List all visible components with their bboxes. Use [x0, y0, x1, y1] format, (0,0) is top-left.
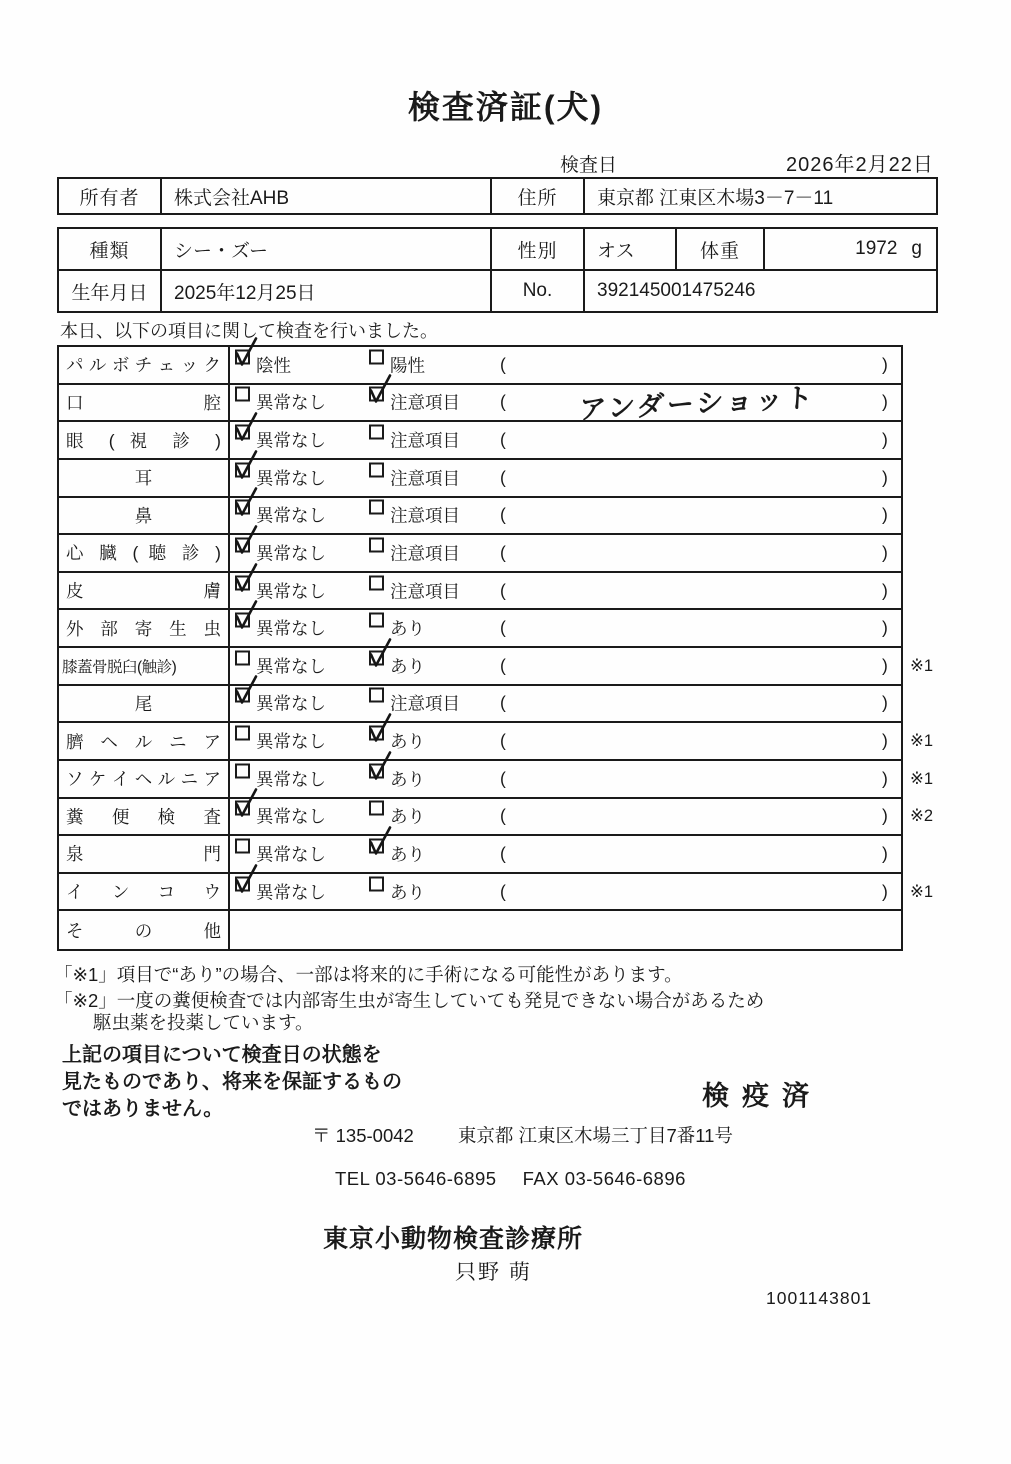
- weight-unit: g: [911, 238, 922, 259]
- option1-label: 異常なし: [256, 392, 326, 413]
- option2-label: 陽性: [390, 355, 425, 376]
- owner-value: 株式会社AHB: [162, 179, 492, 213]
- option1-label: 陰性: [256, 355, 291, 376]
- footnote-ref: ※1: [910, 732, 934, 751]
- checklist-row-patella: [59, 648, 934, 686]
- checklist-table: [57, 345, 934, 951]
- option2-label: 注意項目: [390, 468, 460, 489]
- option2-label: あり: [390, 844, 425, 865]
- option1-label: 異常なし: [256, 806, 326, 827]
- checkbox-normal: [235, 613, 250, 628]
- handwritten-result: アンダーショット: [578, 382, 817, 426]
- paren-close: ): [882, 580, 888, 601]
- inspection-date-value: 2026年2月22日: [786, 154, 934, 176]
- item-label: 眼 ( 視 診 ): [59, 422, 230, 458]
- paren-close: ): [882, 692, 888, 713]
- inspection-date-label: 検査日: [560, 155, 618, 176]
- intro-sentence: 本日、以下の項目に関して検査を行いました。: [60, 321, 438, 341]
- footnote-ref: ※1: [910, 769, 934, 788]
- paren-open: (: [500, 391, 506, 412]
- checkbox-caution: [369, 462, 384, 477]
- veterinarian-name: 只野 萌: [455, 1261, 532, 1284]
- footnote-ref: ※2: [910, 807, 934, 826]
- paren-close: ): [882, 730, 888, 751]
- option2-label: あり: [390, 806, 425, 827]
- checklist-row-umbilical-hernia: [59, 723, 934, 761]
- item-label: 臍 ヘ ル ニ ア: [59, 723, 230, 759]
- checkbox-caution: [369, 500, 384, 515]
- footnote-2-line2: 駆虫薬を投薬しています。: [93, 1012, 314, 1033]
- item-label: 外 部 寄 生 虫: [59, 610, 230, 646]
- breed-value: シー・ズー: [162, 229, 492, 269]
- paren-close: ): [882, 354, 888, 375]
- paren-close: ): [882, 504, 888, 525]
- birthdate-value: 2025年12月25日: [162, 271, 492, 311]
- clinic-name: 東京小動物検査診療所: [323, 1225, 584, 1253]
- option1-label: 異常なし: [256, 468, 326, 489]
- option2-label: 注意項目: [390, 693, 460, 714]
- checklist-row-tail: [59, 686, 901, 724]
- option2-label: 注意項目: [390, 581, 460, 602]
- item-label: そ の 他: [59, 911, 230, 949]
- option2-label: 注意項目: [390, 543, 460, 564]
- item-label: 皮 膚: [59, 573, 230, 609]
- checkbox-normal: [235, 726, 250, 741]
- no-label: No.: [492, 271, 585, 311]
- tel-number: TEL 03-5646-6895: [335, 1168, 497, 1189]
- document-title: 検査済証(犬): [407, 89, 604, 125]
- paren-close: ): [882, 843, 888, 864]
- checkbox-negative: [235, 349, 250, 364]
- pet-table: [57, 227, 938, 313]
- postal-code: 〒 135-0042: [312, 1125, 414, 1146]
- paren-open: (: [500, 542, 506, 563]
- paren-open: (: [500, 655, 506, 676]
- checklist-row-heart: [59, 535, 901, 573]
- option1-label: 異常なし: [256, 844, 326, 865]
- disclaimer: 上記の項目について検査日の状態を 見たものであり、将来を保証するもの ではありません。: [62, 1044, 402, 1120]
- paren-close: ): [882, 655, 888, 676]
- checkbox-caution: [369, 537, 384, 552]
- checkbox-caution: [369, 425, 384, 440]
- checkbox-normal: [235, 387, 250, 402]
- item-label: 尾: [59, 686, 230, 722]
- footnote-ref: ※1: [910, 882, 934, 901]
- option2-label: 注意項目: [390, 505, 460, 526]
- address-value: 東京都 江東区木場3－7－11: [597, 187, 834, 209]
- option2-label: あり: [390, 618, 425, 639]
- checkbox-caution: [369, 575, 384, 590]
- item-label: 口 腔: [59, 385, 230, 421]
- checklist-row-inkou: [59, 874, 934, 912]
- checkbox-present: [369, 838, 384, 853]
- clinic-address: 東京都 江東区木場三丁目7番11号: [457, 1125, 733, 1146]
- option1-label: 異常なし: [256, 543, 326, 564]
- option2-label: あり: [390, 769, 425, 790]
- item-label: 糞 便 検 査: [59, 799, 230, 835]
- paren-close: ): [882, 805, 888, 826]
- option1-label: 異常なし: [256, 581, 326, 602]
- checkbox-normal: [235, 575, 250, 590]
- weight-value: 1972: [855, 238, 898, 259]
- option2-label: あり: [390, 731, 425, 752]
- option2-label: あり: [390, 656, 425, 677]
- checkbox-normal: [235, 650, 250, 665]
- checkbox-positive: [369, 349, 384, 364]
- checkbox-normal: [235, 537, 250, 552]
- checkbox-caution: [369, 387, 384, 402]
- paren-open: (: [500, 692, 506, 713]
- item-label: 耳: [59, 460, 230, 496]
- checkbox-caution: [369, 688, 384, 703]
- weight-cell: [765, 229, 936, 269]
- checklist-row-other: [59, 911, 901, 949]
- checkbox-present: [369, 801, 384, 816]
- footnote-ref: ※1: [910, 656, 934, 675]
- paren-open: (: [500, 429, 506, 450]
- paren-close: ): [882, 429, 888, 450]
- owner-table: [57, 177, 938, 215]
- checklist-row-skin: [59, 573, 901, 611]
- option2-label: 注意項目: [390, 392, 460, 413]
- option1-label: 異常なし: [256, 882, 326, 903]
- checkbox-normal: [235, 876, 250, 891]
- weight-label: 体重: [677, 229, 765, 269]
- paren-close: ): [882, 617, 888, 638]
- option1-label: 異常なし: [256, 769, 326, 790]
- paren-open: (: [500, 467, 506, 488]
- paren-open: (: [500, 504, 506, 525]
- clinic-address-line: [312, 1122, 733, 1148]
- sex-value: オス: [585, 229, 677, 269]
- footnote-2-line1: 「※2」一度の糞便検査では内部寄生虫が寄生していても発見できない場合があるため: [54, 990, 765, 1011]
- option1-label: 異常なし: [256, 618, 326, 639]
- checkbox-normal: [235, 838, 250, 853]
- checkbox-normal: [235, 688, 250, 703]
- serial-number: 1001143801: [766, 1288, 873, 1308]
- owner-label: 所有者: [59, 179, 162, 213]
- paren-open: (: [500, 617, 506, 638]
- checkbox-present: [369, 650, 384, 665]
- checklist-row-mouth: [59, 382, 901, 426]
- paren-close: ): [882, 768, 888, 789]
- address-label: 住所: [492, 179, 585, 213]
- paren-open: (: [500, 805, 506, 826]
- checklist-row-inguinal-hernia: [59, 761, 934, 799]
- sex-label: 性別: [492, 229, 585, 269]
- quarantine-stamp: 検疫済: [702, 1081, 822, 1111]
- option1-label: 異常なし: [256, 731, 326, 752]
- checkbox-normal: [235, 500, 250, 515]
- paren-close: ): [882, 391, 888, 412]
- option2-label: 注意項目: [390, 430, 460, 451]
- paren-close: ): [882, 542, 888, 563]
- paren-open: (: [500, 730, 506, 751]
- item-label: 心 臓 ( 聴 診 ): [59, 535, 230, 571]
- item-label: パ ル ボ チ ェ ッ ク: [59, 347, 230, 383]
- item-label: 鼻: [59, 498, 230, 534]
- checkbox-present: [369, 763, 384, 778]
- paren-open: (: [500, 881, 506, 902]
- paren-close: ): [882, 881, 888, 902]
- checkbox-normal: [235, 801, 250, 816]
- checkbox-normal: [235, 425, 250, 440]
- no-value: 392145001475246: [597, 280, 756, 301]
- checklist-row-ears: [59, 460, 901, 498]
- item-label: イ ン コ ウ: [59, 874, 230, 910]
- checklist-row-nose: [59, 498, 901, 536]
- option1-label: 異常なし: [256, 693, 326, 714]
- paren-open: (: [500, 580, 506, 601]
- paren-open: (: [500, 768, 506, 789]
- checklist-row-ectoparasites: [59, 610, 901, 648]
- option2-label: あり: [390, 882, 425, 903]
- birthdate-label: 生年月日: [59, 271, 162, 311]
- option1-label: 異常なし: [256, 430, 326, 451]
- checkbox-normal: [235, 763, 250, 778]
- breed-label: 種類: [59, 229, 162, 269]
- option1-label: 異常なし: [256, 656, 326, 677]
- paren-close: ): [882, 467, 888, 488]
- checklist-row-fecal-exam: [59, 799, 934, 837]
- fax-number: FAX 03-5646-6896: [522, 1168, 686, 1189]
- checklist-row-eyes: [59, 422, 901, 460]
- item-label: 泉 門: [59, 836, 230, 872]
- phone-line: [335, 1168, 686, 1190]
- checkbox-present: [369, 876, 384, 891]
- checkbox-present: [369, 613, 384, 628]
- option1-label: 異常なし: [256, 505, 326, 526]
- paren-open: (: [500, 843, 506, 864]
- footnote-1: 「※1」項目で“あり”の場合、一部は将来的に手術になる可能性があります。: [54, 964, 683, 985]
- other-empty-cell: [230, 911, 901, 949]
- checklist-row-fontanelle: [59, 836, 901, 874]
- paren-open: (: [500, 354, 506, 375]
- checkbox-present: [369, 726, 384, 741]
- item-label: ソ ケ イ ヘ ル ニ ア: [59, 761, 230, 797]
- checkbox-normal: [235, 462, 250, 477]
- item-label: 膝蓋骨脱臼(触診): [59, 648, 230, 684]
